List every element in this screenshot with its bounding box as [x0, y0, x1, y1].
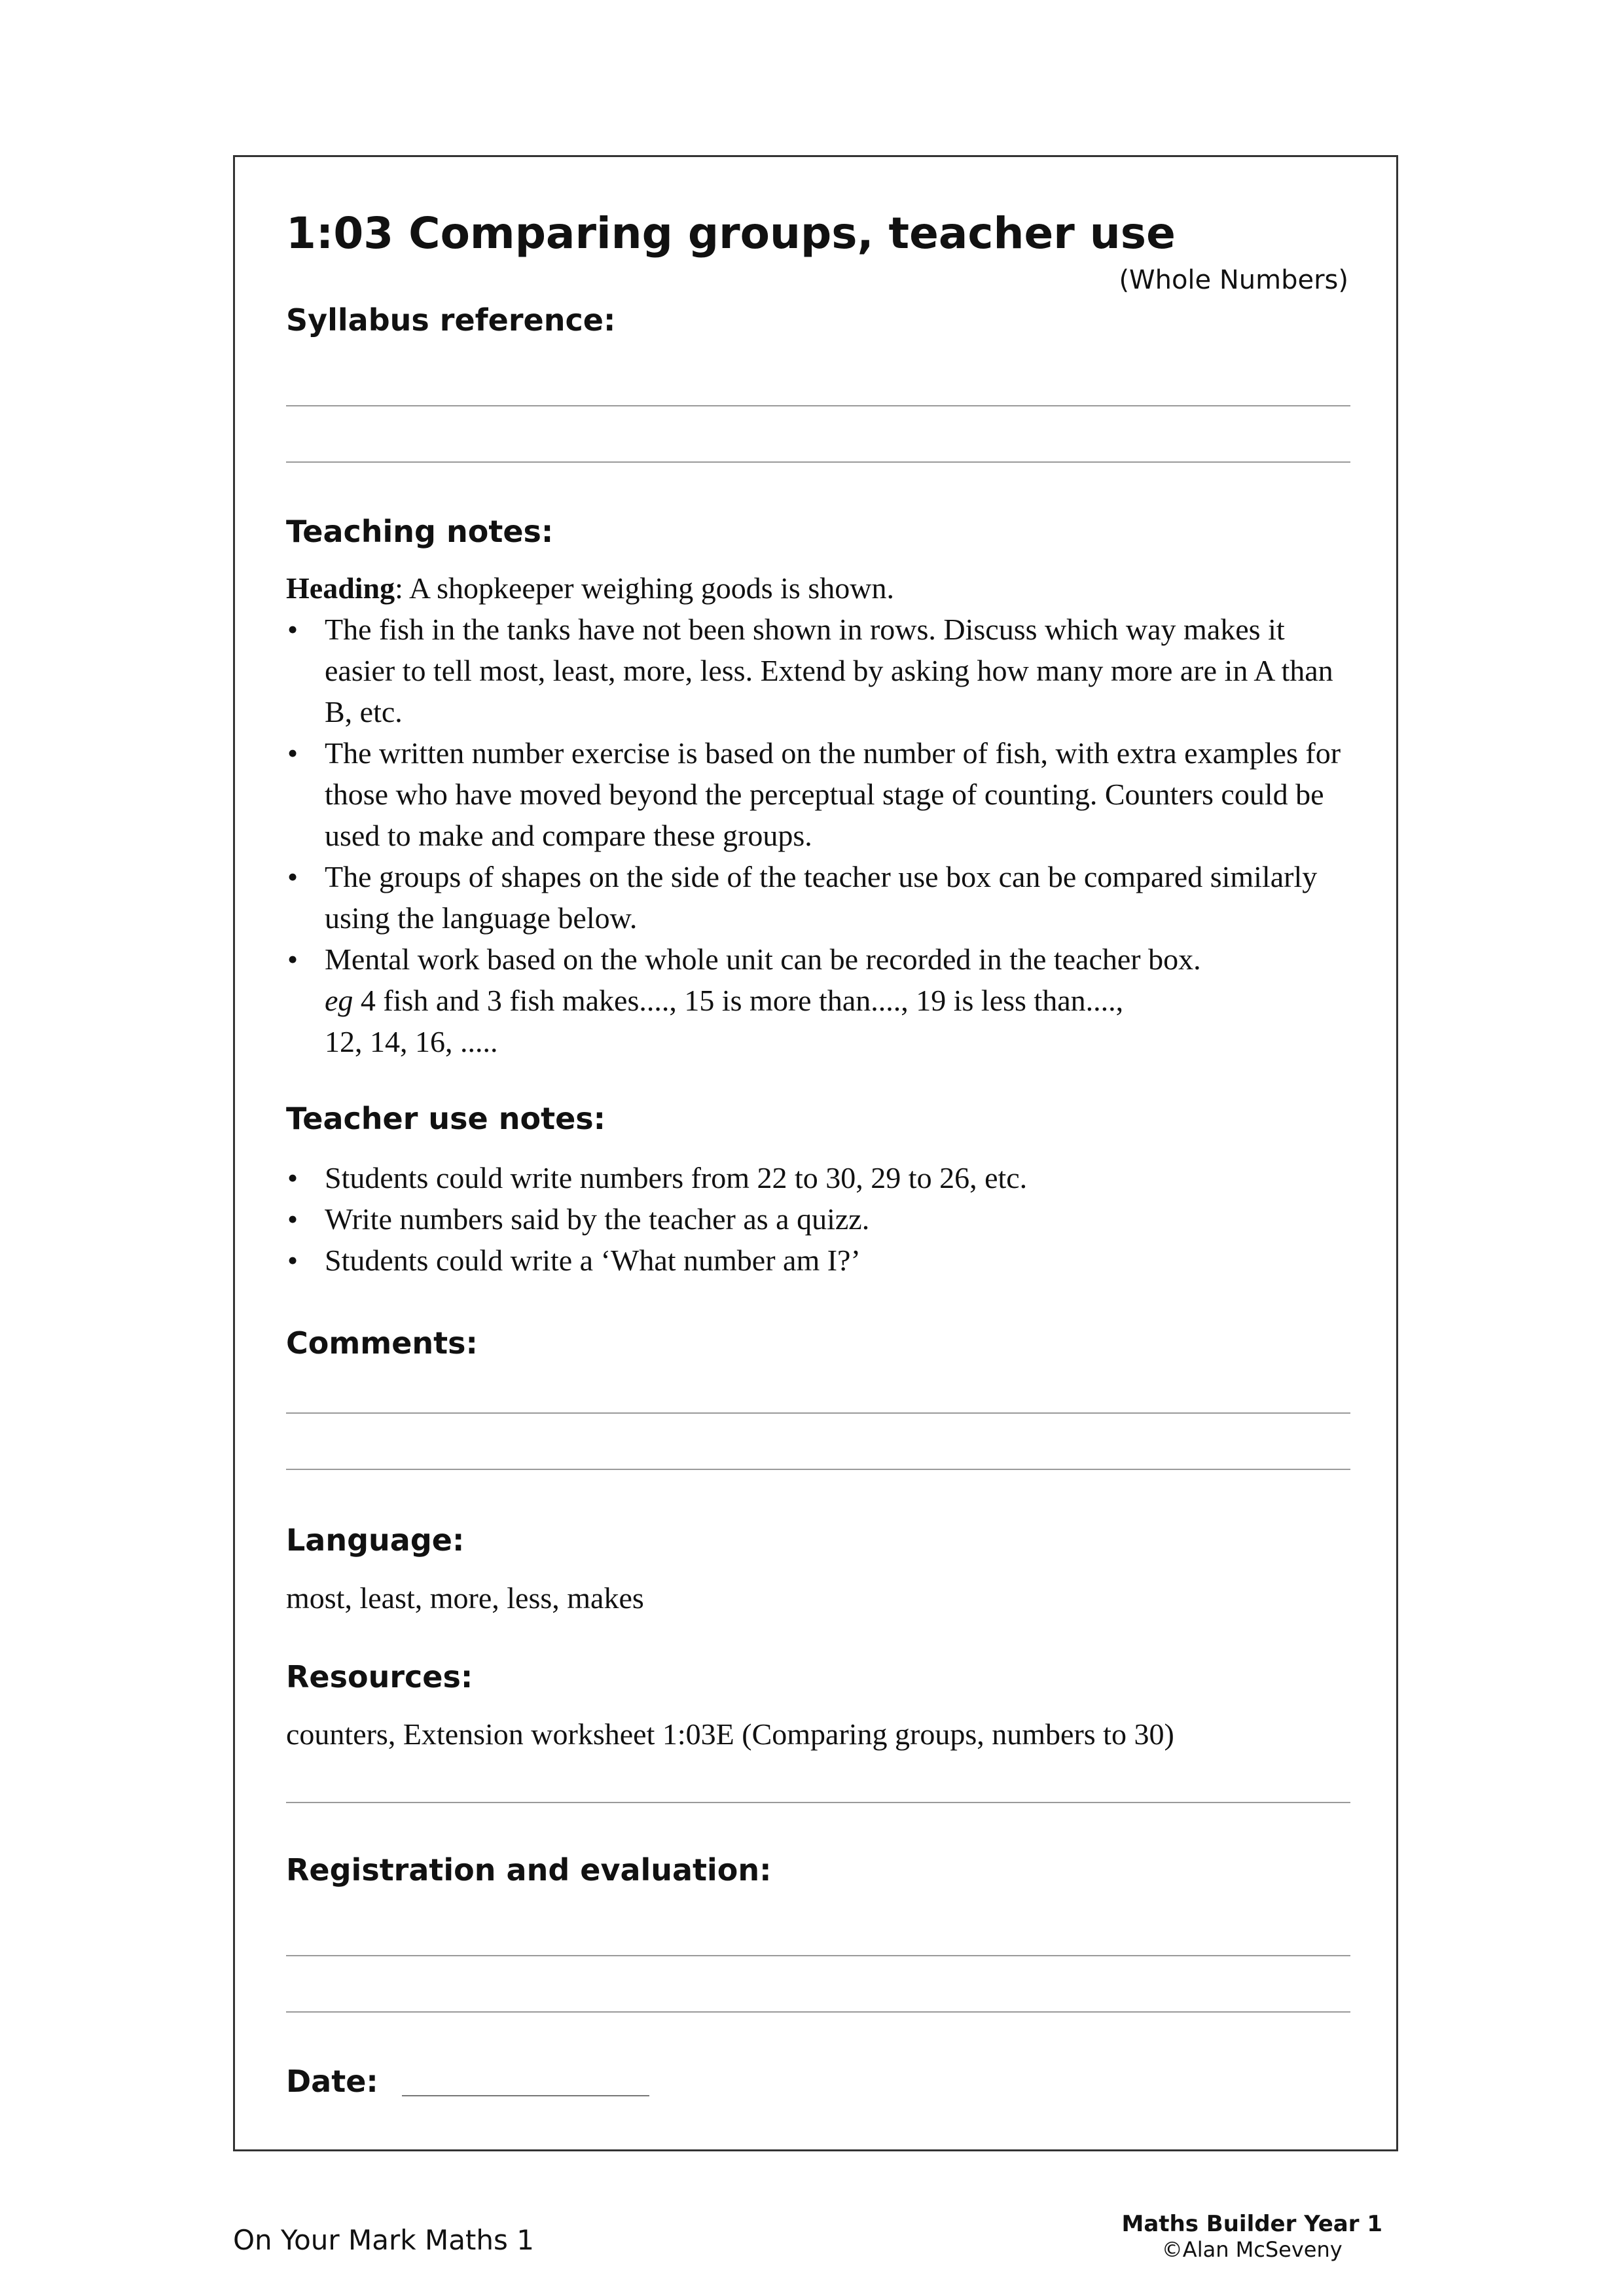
page-subtitle: (Whole Numbers): [1119, 265, 1348, 295]
resources-heading: Resources:: [286, 1659, 473, 1695]
teaching-note-item: • The written number exercise is based on the number of fish, with extra examples for those who have moved beyond the perceptual stage of counting. Counters could be used to make and compare these groups.: [286, 732, 1360, 856]
teaching-notes-intro: [286, 567, 1360, 609]
date-line: [402, 2095, 649, 2096]
comments-line-1: [286, 1412, 1350, 1414]
page-title: 1:03 Comparing groups, teacher use: [286, 208, 1176, 259]
teacher-use-note-item: • Students could write numbers from 22 to 30, 29 to 26, etc.: [286, 1157, 1360, 1198]
teaching-note-item: • The fish in the tanks have not been shown in rows. Discuss which way makes it easier to tell most, least, more, less. Extend by asking how many more are in A than B, etc.: [286, 609, 1360, 732]
resources-text: counters, Extension worksheet 1:03E (Comparing groups, numbers to 30): [286, 1717, 1174, 1751]
teaching-notes-heading: Teaching notes:: [286, 514, 554, 549]
footer-credit: [1121, 2211, 1382, 2262]
syllabus-line-2: [286, 461, 1350, 463]
teacher-use-notes-list: [286, 1157, 1360, 1281]
syllabus-line-1: [286, 405, 1350, 406]
teaching-note-item: • The groups of shapes on the side of the teacher use box can be compared similarly using the language below.: [286, 856, 1360, 939]
language-heading: Language:: [286, 1522, 465, 1558]
syllabus-heading: Syllabus reference:: [286, 302, 616, 338]
registration-line-1: [286, 1955, 1350, 1956]
language-text: most, least, more, less, makes: [286, 1581, 644, 1615]
resources-line: [286, 1802, 1350, 1803]
intro-label: Heading: [286, 571, 395, 605]
teaching-notes-list: [286, 609, 1360, 1062]
teaching-note-line: Mental work based on the whole unit can be recorded in the teacher box.: [325, 942, 1201, 976]
date-label: Date:: [286, 2064, 378, 2099]
registration-heading: Registration and evaluation:: [286, 1852, 772, 1888]
footer-copyright: ©Alan McSeveny: [1161, 2237, 1343, 2262]
teaching-note-item: [286, 939, 1360, 1062]
footer-book-title: Maths Builder Year 1: [1121, 2211, 1382, 2237]
footer-series-name: On Your Mark Maths 1: [233, 2224, 534, 2256]
teaching-notes-body: [286, 567, 1360, 1062]
teaching-note-line: 4 fish and 3 fish makes...., 15 is more than...., 19 is less than....,: [353, 984, 1124, 1017]
teaching-note-line: 12, 14, 16, .....: [325, 1025, 498, 1058]
comments-line-2: [286, 1469, 1350, 1470]
intro-text: : A shopkeeper weighing goods is shown.: [395, 571, 894, 605]
eg-label: eg: [325, 984, 353, 1017]
teacher-use-note-item: • Write numbers said by the teacher as a quizz.: [286, 1198, 1360, 1240]
registration-line-2: [286, 2011, 1350, 2013]
comments-heading: Comments:: [286, 1325, 478, 1361]
teacher-use-notes-heading: Teacher use notes:: [286, 1101, 606, 1136]
teacher-use-note-item: • Students could write a ‘What number am I?’: [286, 1240, 1360, 1281]
